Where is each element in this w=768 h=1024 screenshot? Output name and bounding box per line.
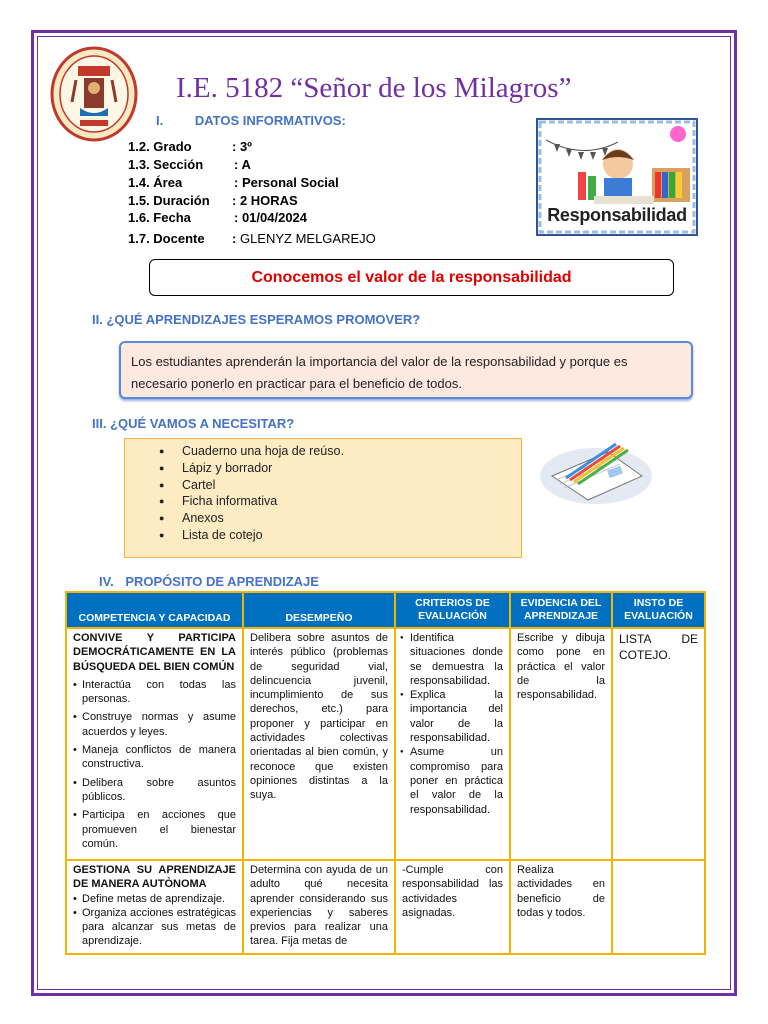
evidencia-cell: Escribe y dibuja como pone en práctica el valor de la responsabilidad. (510, 628, 612, 860)
section-heading-datos (156, 113, 346, 128)
info-value: : A (234, 157, 251, 172)
section-heading-aprendizajes (92, 312, 420, 327)
purpose-line: Los estudiantes aprenderán la importancia del valor de la responsabilidad y porque es (131, 354, 628, 369)
desempeno-cell: Delibera sobre asuntos de interés público (problemas de seguridad vial, delincuencia juvenil, incumplimiento de sus derechos, etc.) para proponer y participar en actividades colectivas orientadas al bien común, y reconoce que existen opiniones distintas a la suya. (243, 628, 395, 860)
info-value: : 01/04/2024 (234, 210, 308, 225)
info-value: : 3º (232, 139, 252, 154)
criterios-cell (395, 628, 510, 860)
capacidad-item: • Maneja conflictos de manera constructiva. (73, 743, 236, 772)
info-label: 1.4. Área (128, 175, 183, 190)
session-title-box (149, 259, 674, 296)
section-title: ¿QUÉ APRENDIZAJES ESPERAMOS PROMOVER? (106, 312, 421, 327)
responsabilidad-card (536, 118, 698, 236)
column-header: CRITERIOS DE EVALUACIÓN (395, 592, 510, 628)
info-label: 1.5. Duración (128, 193, 210, 208)
info-label: 1.3. Sección (128, 157, 204, 172)
section-number: III. (92, 416, 107, 431)
column-header: EVIDENCIA DEL APRENDIZAJE (510, 592, 612, 628)
purpose-line: necesario ponerlo en practicar para el beneficio de todos. (131, 376, 462, 391)
capacidad-item: • Construye normas y asume acuerdos y leyes. (73, 710, 236, 739)
section-number: I. (156, 113, 164, 128)
instrumento-cell: LISTA DE COTEJO. (612, 628, 705, 860)
evidencia-cell: Realiza actividades en beneficio de todas y todos. (510, 860, 612, 954)
list-item: ● Anexos (155, 510, 344, 527)
section-title: ¿QUÉ VAMOS A NECESITAR? (110, 416, 295, 431)
capacidad-item: • Delibera sobre asuntos públicos. (73, 776, 236, 805)
section-title: DATOS INFORMATIVOS: (194, 113, 346, 128)
materials-box (124, 438, 522, 558)
criterios-cell: -Cumple con responsabilidad las actividades asignadas. (395, 860, 510, 954)
section-number: II. (92, 312, 103, 327)
table-header-row (66, 592, 705, 628)
competencia-cell (66, 628, 243, 860)
info-value: : Personal Social (234, 175, 339, 190)
section-heading-proposito (99, 574, 319, 589)
capacidad-item: • Define metas de aprendizaje. (73, 892, 236, 906)
competencia-title: GESTIONA SU APRENDIZAJE DE MANERA AUTÒNOMA (73, 864, 236, 891)
criterio-item: ● Asume un compromiso para poner en práctica el valor de la responsabilidad. (402, 745, 503, 816)
card-caption: Responsabilidad (547, 205, 687, 225)
school-title: I.E. 5182 “Señor de los Milagros” (176, 72, 572, 104)
criterio-item: ● Identifica situaciones donde se demuestra la responsabilidad. (402, 631, 503, 688)
section-title: PROPÓSITO DE APRENDIZAJE (125, 574, 319, 589)
info-label: 1.2. Grado (128, 139, 192, 154)
competencia-cell (66, 860, 243, 954)
column-header: COMPETENCIA Y CAPACIDAD (66, 592, 243, 628)
learning-purpose-table (65, 591, 706, 955)
section-number: IV. (99, 574, 114, 589)
capacidad-item: • Participa en acciones que promueven el bienestar común. (73, 808, 236, 851)
teacher-name: GLENYZ MELGAREJO (239, 231, 376, 246)
table-row (66, 860, 705, 954)
table-row (66, 628, 705, 860)
section-heading-necesitar (92, 416, 294, 431)
list-item: ● Lápiz y borrador (155, 460, 344, 477)
list-item: ● Cartel (155, 477, 344, 494)
info-colon: : (232, 231, 240, 246)
list-item: ● Lista de cotejo (155, 527, 344, 544)
info-label: 1.7. Docente (128, 231, 205, 246)
desempeno-cell: Determina con ayuda de un adulto qué necesita aprender considerando sus experiencias y saberes previos para realizar una tarea. Fija metas de (243, 860, 395, 954)
info-label: 1.6. Fecha (128, 210, 191, 225)
info-value (232, 231, 376, 246)
capacidad-item: • Interactúa con todas las personas. (73, 678, 236, 707)
capacidad-item: • Organiza acciones estratégicas para alcanzar sus metas de aprendizaje. (73, 906, 236, 949)
list-item: ● Cuaderno una hoja de reúso. (155, 443, 344, 460)
school-supplies-icon (538, 432, 654, 506)
competencia-title: CONVIVE Y PARTICIPA DEMOCRÁTICAMENTE EN LA BÚSQUEDA DEL BIEN COMÚN (73, 632, 236, 673)
instrumento-cell (612, 860, 705, 954)
column-header: INSTO DE EVALUACIÓN (612, 592, 705, 628)
criterio-item: ● Explica la importancia del valor de la responsabilidad. (402, 688, 503, 745)
materials-list (155, 443, 344, 544)
session-title: Conocemos el valor de la responsabilidad (251, 268, 572, 286)
purpose-box (119, 341, 693, 399)
info-value: : 2 HORAS (232, 193, 298, 208)
list-item: ● Ficha informativa (155, 493, 344, 510)
column-header: DESEMPEÑO (243, 592, 395, 628)
school-seal-icon (50, 46, 138, 142)
